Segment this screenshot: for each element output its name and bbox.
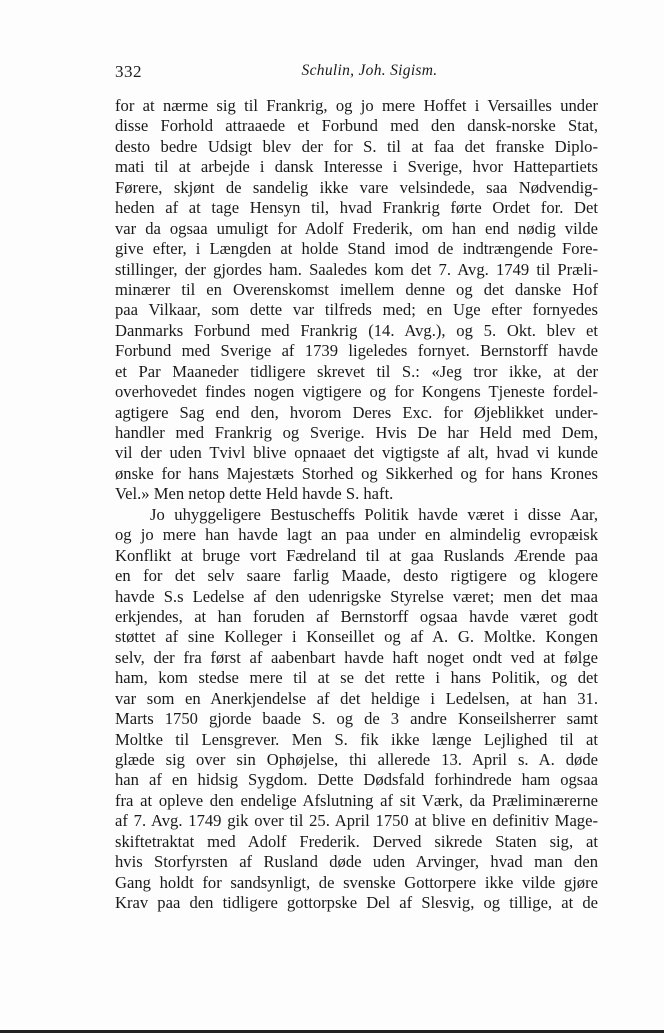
text-line: for at nærme sig til Frankrig, og jo mere Hoffet i Versailles under xyxy=(115,96,598,115)
text-line: give efter, i Længden at holde Stand imod de indtrængende Fore- xyxy=(115,239,598,259)
text-line: Gang holdt for sandsynligt, de svenske Gottorpere ikke vilde gjøre xyxy=(115,872,598,892)
text-line: skiftetraktat med Adolf Frederik. Derved sikrede Staten sig, at xyxy=(115,831,598,851)
text-line: havde S.s Ledelse af den udenrigske Styrelse været; men det maa xyxy=(115,586,598,606)
text-line: hvis Storfyrsten af Rusland døde uden Arvinger, hvad man den xyxy=(115,852,598,872)
text-line: Konflikt at bruge vort Fædreland til at gaa Ruslands Ærende paa xyxy=(115,545,598,565)
text-line: ønske for hans Majestæts Storhed og Sikkerhed og for hans Krones xyxy=(115,463,598,483)
text-line: et Par Maaneder tidligere skrevet til S.: «Jeg tror ikke, at der xyxy=(115,361,598,381)
text-line: Marts 1750 gjorde baade S. og de 3 andre Konseilsherrer samt xyxy=(115,709,598,729)
text-line: vil der uden Tvivl blive opnaaet det vigtigste af alt, hvad vi kunde xyxy=(115,443,598,463)
text-line: overhovedet findes nogen vigtigere og for Kongens Tjeneste fordel- xyxy=(115,382,598,402)
text-line: var da ogsaa umuligt for Adolf Frederik, om han end nødig vilde xyxy=(115,218,598,238)
text-line: Forbund med Sverige af 1739 ligeledes fornyet. Bernstorff havde xyxy=(115,341,598,361)
text-line: mati til at arbejde i dansk Interesse i Sverige, hvor Hattepartiets xyxy=(115,157,598,177)
text-line: erkjendes, at han foruden af Bernstorff ogsaa havde været godt xyxy=(115,606,598,626)
text-line: var som en Anerkjendelse af det heldige i Ledelsen, at han 31. xyxy=(115,688,598,708)
text-line: glæde sig over sin Ophøjelse, thi allerede 13. April s. A. døde xyxy=(115,750,598,769)
text-line: han af en hidsig Sygdom. Dette Dødsfald forhindrede ham ogsaa xyxy=(115,770,598,790)
text-line: selv, der fra først af aabenbart havde haft noget ondt ved at følge xyxy=(115,647,598,667)
text-line: en for det selv saare farlig Maade, desto rigtigere og klogere xyxy=(115,566,598,586)
text-line: Danmarks Forbund med Frankrig (14. Avg.), og 5. Okt. blev et xyxy=(115,320,598,340)
text-line: og jo mere han havde lagt an paa under en almindelig evropæisk xyxy=(115,525,598,545)
text-line: Moltke til Lensgrever. Men S. fik ikke længe Lejlighed til at xyxy=(115,729,598,749)
text-line: minærer til en Overenskomst imellem denne og det danske Hof xyxy=(115,279,598,299)
text-line: disse Forhold attraaede et Forbund med den dansk-norske Stat, xyxy=(115,116,598,136)
text-line: handler med Frankrig og Sverige. Hvis De har Held med Dem, xyxy=(115,423,598,442)
text-line: stillinger, der gjordes ham. Saaledes kom det 7. Avg. 1749 til Præli- xyxy=(115,259,598,279)
text-line: agtigere Sag end den, hvorom Deres Exc. for Øjeblikket under- xyxy=(115,402,598,422)
text-line: støttet af sine Kolleger i Konseillet og af A. G. Moltke. Kongen xyxy=(115,627,598,647)
text-line: Vel.» Men netop dette Held havde S. haft. xyxy=(115,484,394,504)
page-number: 332 xyxy=(115,62,142,81)
body-text xyxy=(115,96,598,914)
running-head: Schulin, Joh. Sigism. xyxy=(301,62,438,79)
text-line: af 7. Avg. 1749 gik over til 25. April 1750 at blive en definitiv Mage- xyxy=(115,811,598,831)
page-header xyxy=(115,62,598,86)
text-line: Krav paa den tidligere gottorpske Del af Slesvig, og tillige, at de xyxy=(115,893,598,913)
paragraph xyxy=(115,505,598,914)
text-line: Jo uhyggeligere Bestuscheffs Politik havde været i disse Aar, xyxy=(150,504,598,524)
paragraph xyxy=(115,96,598,505)
text-line: fra at opleve den endelige Afslutning af sit Værk, da Præliminærerne xyxy=(115,790,598,810)
text-line: heden af at tage Hensyn til, hvad Frankrig førte Ordet for. Det xyxy=(115,198,598,218)
text-line: ham, kom stedse mere til at se det rette i hans Politik, og det xyxy=(115,668,598,688)
text-line: desto bedre Udsigt blev der for S. til at faa det franske Diplo- xyxy=(115,136,598,156)
text-line: Førere, skjønt de sandelig ikke vare velsindede, saa Nødvendig- xyxy=(115,177,598,197)
text-line: paa Vilkaar, som dette var tilfreds med; en Uge efter fornyedes xyxy=(115,300,598,320)
